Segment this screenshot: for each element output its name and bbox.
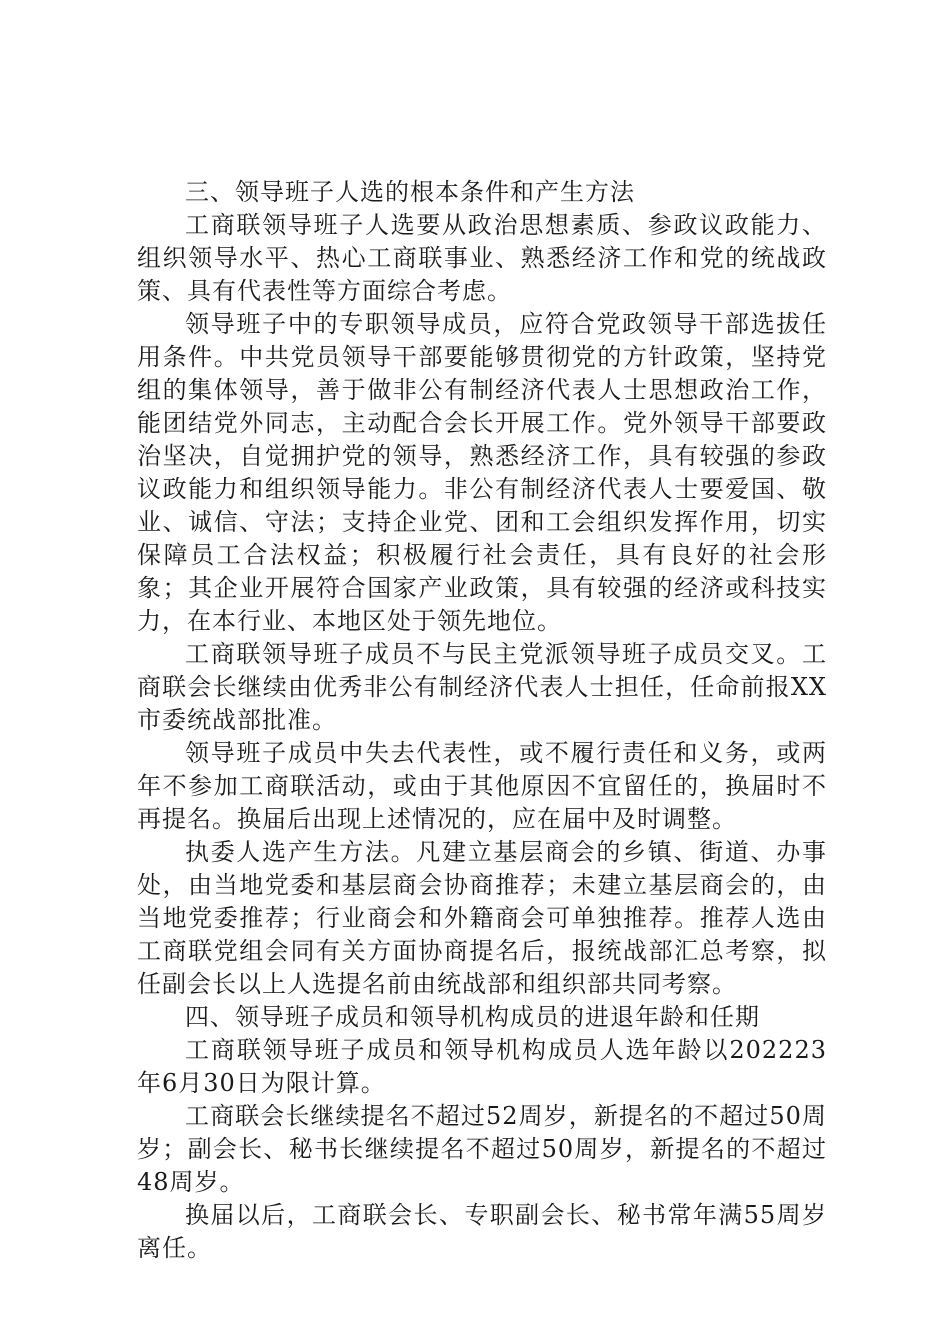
paragraph: 领导班子成员中失去代表性，或不履行责任和义务，或两年不参加工商联活动，或由于其他原因不宜留任的，换届时不再提名。换届后出现上述情况的，应在届中及时调整。 bbox=[137, 739, 827, 833]
paragraph: 换届以后，工商联会长、专职副会长、秘书常年满55周岁离任。 bbox=[137, 1201, 827, 1262]
paragraph: 领导班子中的专职领导成员，应符合党政领导干部选拔任用条件。中共党员领导干部要能够贯彻党的方针政策，坚持党组的集体领导，善于做非公有制经济代表人士思想政治工作，能团结党外同志，主动配合会长开展工作。党外领导干部要政治坚决，自觉拥护党的领导，熟悉经济工作，具有较强的参政议政能力和组织领导能力。非公有制经济代表人士要爱国、敬业、诚信、守法；支持企业党、团和工会组织发挥作用，切实保障员工合法权益；积极履行社会责任，具有良好的社会形象；其企业开展符合国家产业政策，具有较强的经济或科技实力，在本行业、本地区处于领先地位。 bbox=[137, 310, 827, 635]
paragraph: 工商联领导班子成员不与民主党派领导班子成员交叉。工商联会长继续由优秀非公有制经济代表人士担任，任命前报XX市委统战部批准。 bbox=[137, 640, 827, 734]
paragraph: 工商联会长继续提名不超过52周岁，新提名的不超过50周岁；副会长、秘书长继续提名不超过50周岁，新提名的不超过48周岁。 bbox=[137, 1102, 827, 1196]
section-heading-4: 四、领导班子成员和领导机构成员的进退年龄和任期 bbox=[185, 1003, 760, 1031]
section-heading-3: 三、领导班子人选的根本条件和产生方法 bbox=[185, 178, 635, 206]
paragraph: 执委人选产生方法。凡建立基层商会的乡镇、街道、办事处，由当地党委和基层商会协商推荐；未建立基层商会的，由当地党委推荐；行业商会和外籍商会可单独推荐。推荐人选由工商联党组会同有关方面协商提名后，报统战部汇总考察，拟任副会长以上人选提名前由统战部和组织部共同考察。 bbox=[137, 838, 827, 998]
paragraph: 工商联领导班子人选要从政治思想素质、参政议政能力、组织领导水平、热心工商联事业、熟悉经济工作和党的统战政策、具有代表性等方面综合考虑。 bbox=[137, 211, 827, 305]
document-page bbox=[137, 176, 827, 1265]
paragraph: 工商联领导班子成员和领导机构成员人选年龄以202223年6月30日为限计算。 bbox=[137, 1036, 827, 1097]
